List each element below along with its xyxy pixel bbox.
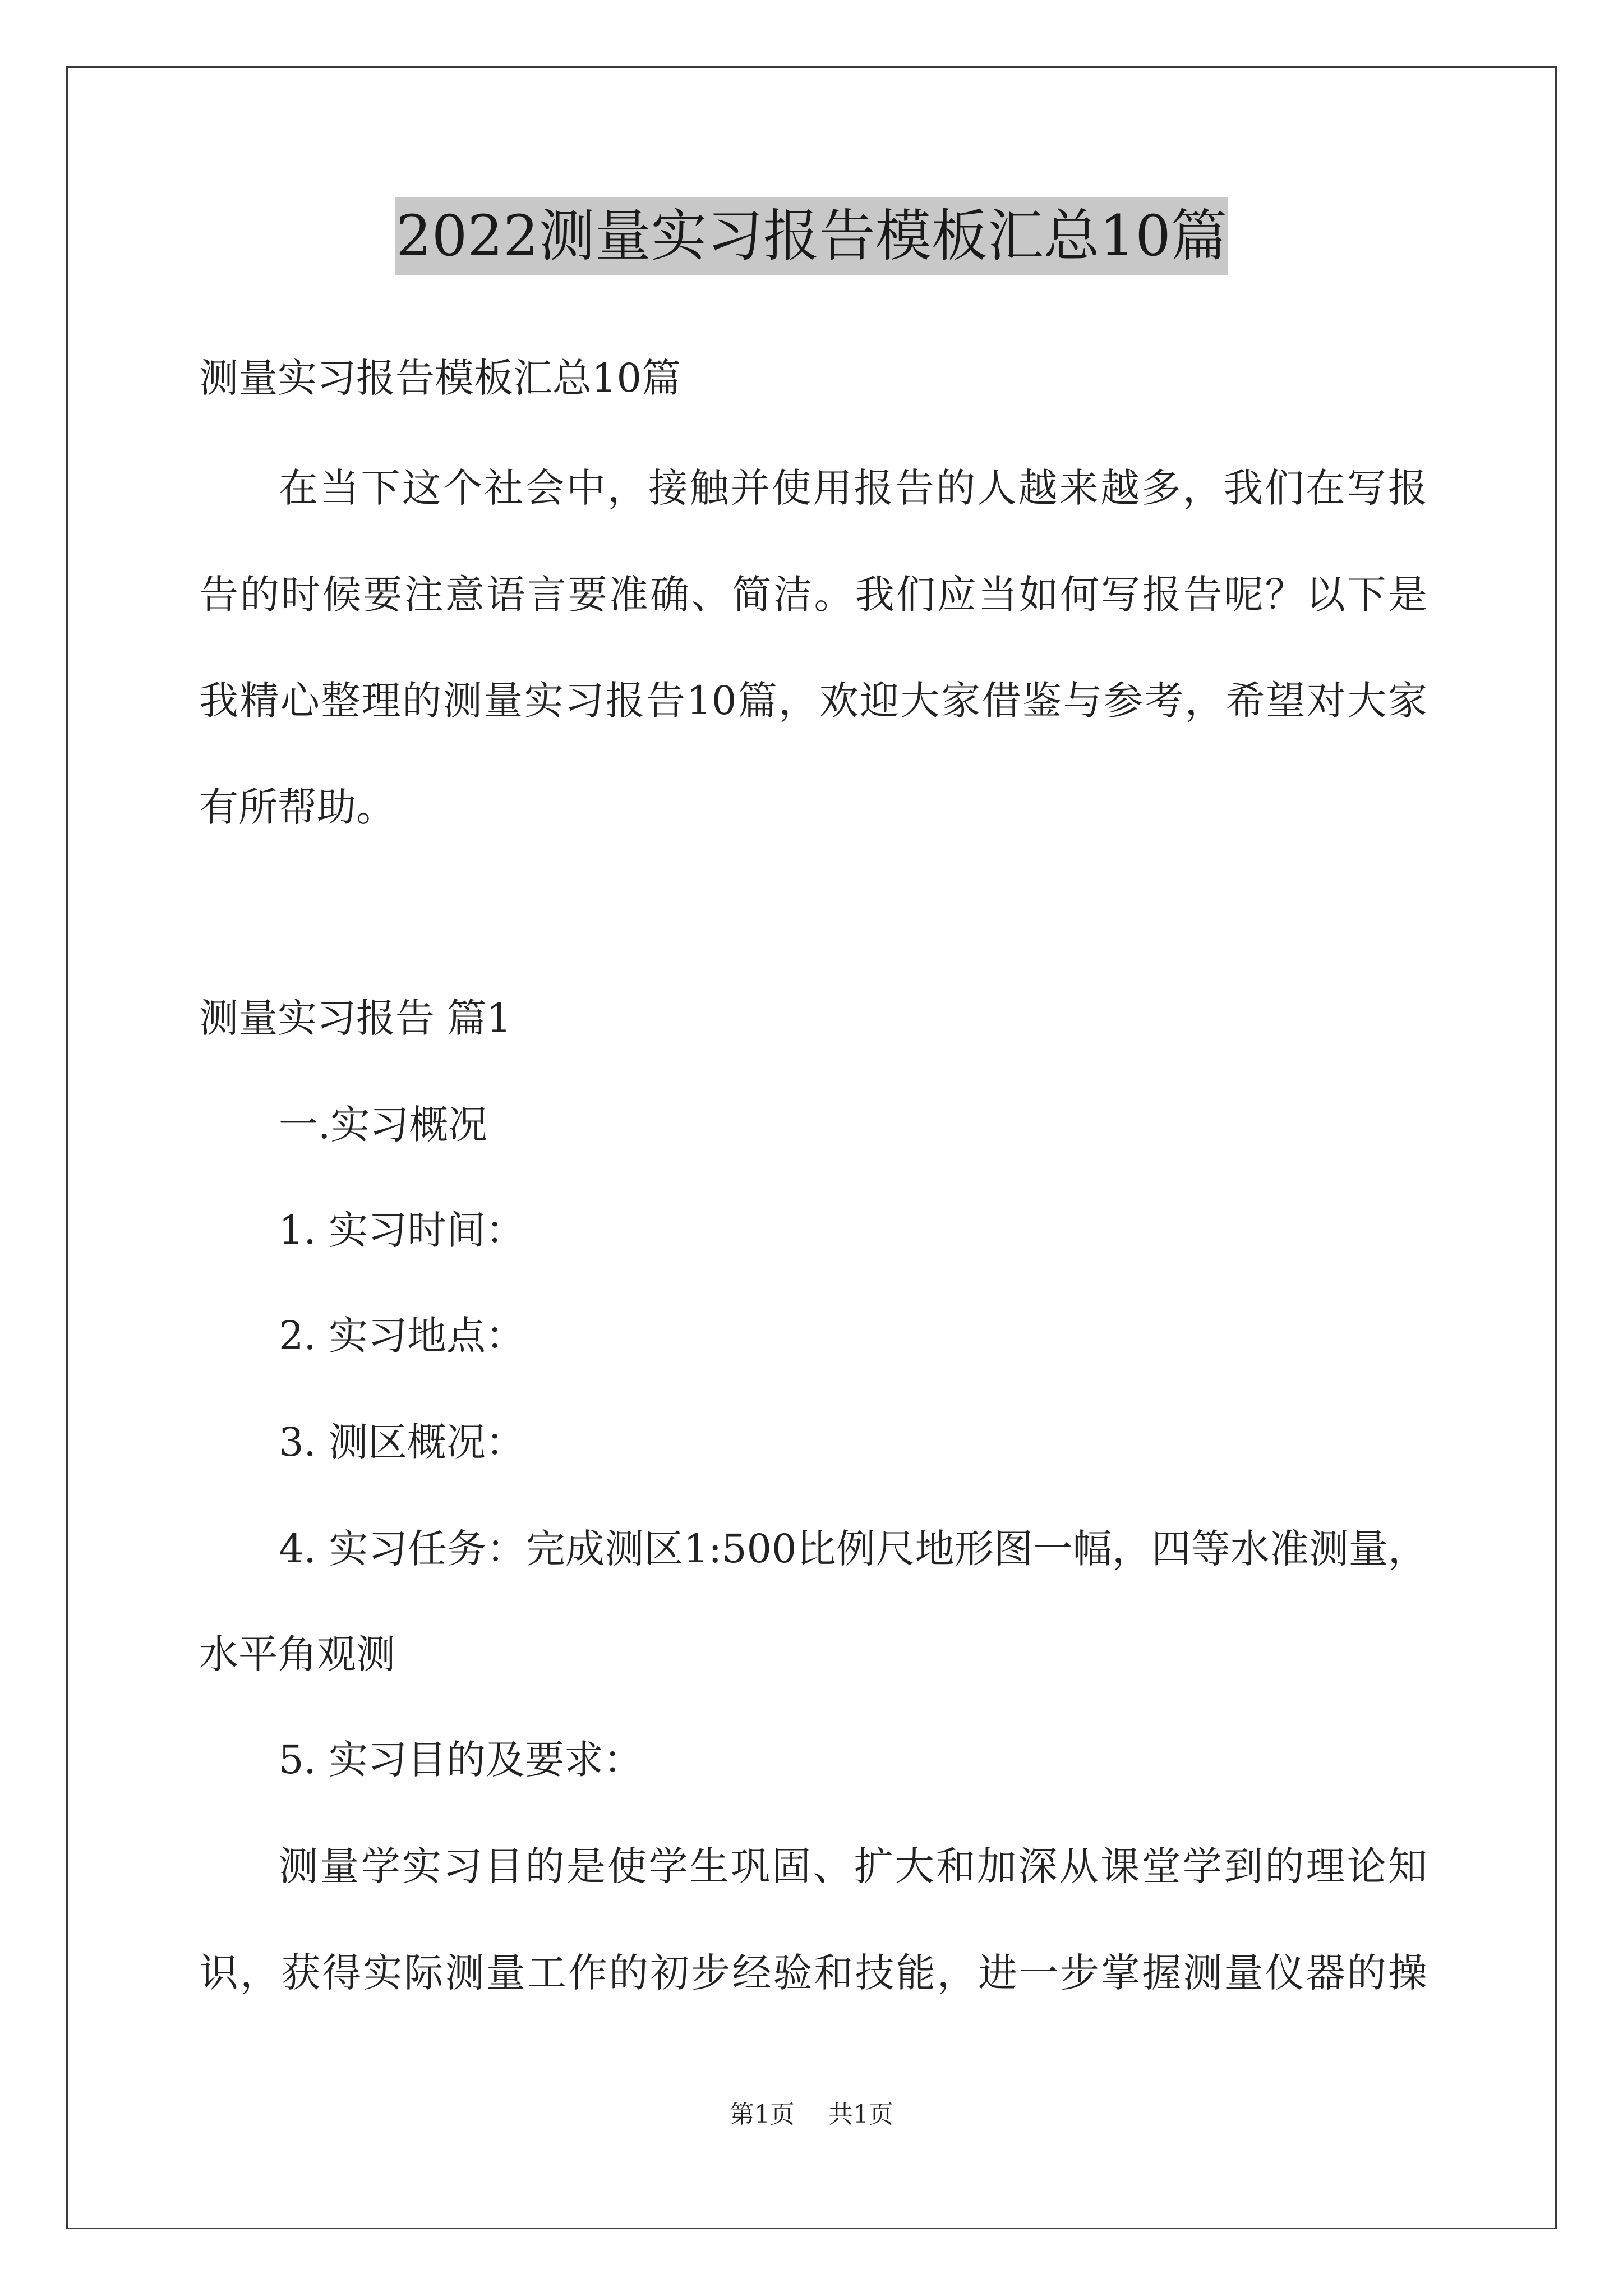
paragraph-line: 识，获得实际测量工作的初步经验和技能，进一步掌握测量仪器的操	[199, 1950, 1427, 1996]
paragraph-line: 测量学实习目的是使学生巩固、扩大和加深从课堂学到的理论知	[279, 1843, 1427, 1889]
paragraph-line: 水平角观测	[199, 1631, 395, 1677]
list-item: 1. 实习时间：	[279, 1207, 525, 1253]
page-footer	[0, 2098, 1623, 2132]
page-number: 第1页	[730, 2100, 795, 2129]
list-item: 5. 实习目的及要求：	[279, 1737, 643, 1783]
title-block	[0, 197, 1623, 275]
paragraph-line: 我精心整理的测量实习报告10篇，欢迎大家借鉴与参考，希望对大家	[199, 678, 1427, 724]
section-heading: 测量实习报告 篇1	[199, 995, 511, 1041]
page-total: 共1页	[828, 2100, 893, 2129]
subsection-heading: 一.实习概况	[279, 1102, 488, 1148]
document-title: 2022测量实习报告模板汇总10篇	[395, 197, 1228, 275]
list-item: 2. 实习地点：	[279, 1313, 525, 1359]
paragraph-line: 在当下这个社会中，接触并使用报告的人越来越多，我们在写报	[279, 465, 1427, 511]
paragraph-line: 有所帮助。	[199, 784, 395, 830]
paragraph-line: 告的时候要注意语言要准确、简洁。我们应当如何写报告呢？以下是	[199, 572, 1427, 618]
list-item: 4. 实习任务：完成测区1:500比例尺地形图一幅，四等水准测量，	[279, 1526, 1427, 1572]
list-item: 3. 测区概况：	[279, 1419, 525, 1465]
subtitle-line: 测量实习报告模板汇总10篇	[199, 355, 681, 401]
